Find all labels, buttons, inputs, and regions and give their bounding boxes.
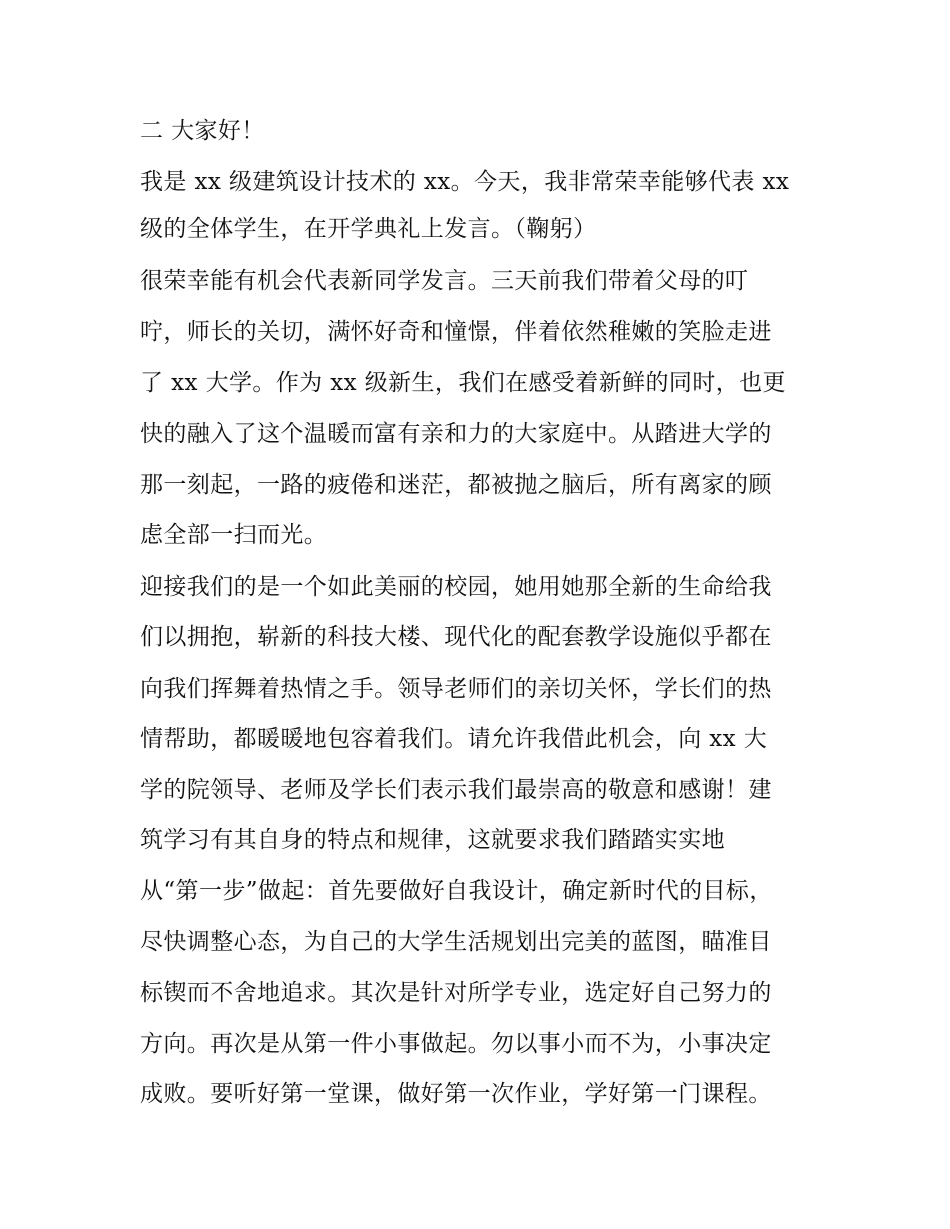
text-line: 情帮助，都暖暖地包容着我们。请允许我借此机会，向 xx 大 (140, 726, 768, 752)
text-line: 尽快调整心态，为自己的大学生活规划出完美的蓝图，瞄准目 (140, 929, 772, 955)
text-line: 从“第一步”做起：首先要做好自我设计，确定新时代的目标， (140, 878, 773, 904)
text-line: 迎接我们的是一个如此美丽的校园，她用她那全新的生命给我 (140, 574, 772, 600)
text-line: 二 大家好！ (140, 118, 265, 144)
text-line: 向我们挥舞着热情之手。领导老师们的亲切关怀，学长们的热 (140, 676, 772, 702)
text-line: 咛，师长的关切，满怀好奇和憧憬，伴着依然稚嫩的笑脸走进 (140, 319, 772, 345)
text-line: 成败。要听好第一堂课，做好第一次作业，学好第一门课程。 (140, 1081, 772, 1107)
text-line: 筑学习有其自身的特点和规律，这就要求我们踏踏实实地 (140, 827, 725, 853)
text-line: 虑全部一扫而光。 (140, 522, 328, 548)
text-line: 快的融入了这个温暖而富有亲和力的大家庭中。从踏进大学的 (140, 421, 772, 447)
text-line: 级的全体学生，在开学典礼上发言。（鞠躬） (140, 216, 597, 242)
text-line: 了 xx 大学。作为 xx 级新生，我们在感受着新鲜的同时，也更 (140, 370, 786, 396)
text-line: 那一刻起，一路的疲倦和迷茫，都被抛之脑后，所有离家的顾 (140, 472, 772, 498)
text-line: 标锲而不舍地追求。其次是针对所学专业，选定好自己努力的 (140, 980, 772, 1006)
text-line: 学的院领导、老师及学长们表示我们最崇高的敬意和感谢！建 (140, 777, 772, 803)
text-line: 方向。再次是从第一件小事做起。勿以事小而不为，小事决定 (140, 1031, 772, 1057)
text-line: 们以拥抱，崭新的科技大楼、现代化的配套教学设施似乎都在 (140, 624, 772, 650)
text-line: 我是 xx 级建筑设计技术的 xx。今天，我非常荣幸能够代表 xx (140, 169, 790, 195)
text-line: 很荣幸能有机会代表新同学发言。三天前我们带着父母的叮 (140, 268, 749, 294)
